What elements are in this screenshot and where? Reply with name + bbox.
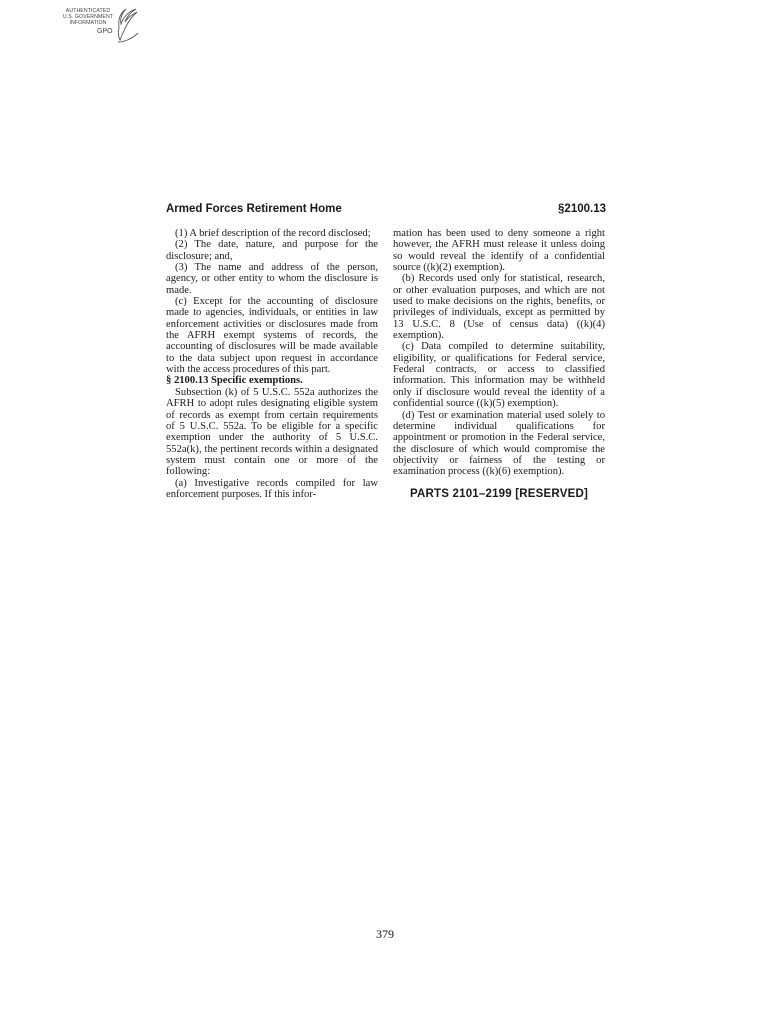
paragraph: Subsection (k) of 5 U.S.C. 552a authorizes the AFRH to adopt rules designating eligible system of records as exempt from certain requirements of 5 U.S.C. 552a. To be eligible for a specific exemption under the authority of 5 U.S.C. 552a(k), the pertinent records within a designated system must contain one or more of the following:	[166, 386, 378, 478]
paragraph: (c) Except for the accounting of disclosure made to agencies, individuals, or entities in law enforcement activities or disclosures made from the AFRH exempt systems of records, the accounting of disclosures will be made available to the data subject upon request in accordance with the access procedures of this part.	[166, 296, 378, 376]
gpo-mark: GPO	[97, 28, 113, 35]
left-column	[166, 228, 378, 500]
page-number: 379	[376, 927, 394, 941]
right-column	[393, 228, 605, 500]
seal-line-government: U.S. GOVERNMENT	[62, 14, 114, 20]
paragraph: mation has been used to deny someone a right however, the AFRH must release it unless doing so would reveal the identify of a confidential source ((k)(2) exemption).	[393, 228, 605, 274]
running-head-agency: Armed Forces Retirement Home	[166, 203, 342, 215]
paragraph: (c) Data compiled to determine suitability, eligibility, or qualifications for Federal service, Federal contracts, or access to classified information. This information may be withheld only if disclosure would reveal the identity of a confidential source ((k)(5) exemption).	[393, 341, 605, 410]
paragraph: (3) The name and address of the person, agency, or other entity to whom the disclosure is made.	[166, 262, 378, 296]
paragraph: (a) Investigative records compiled for law enforcement purposes. If this infor-	[166, 477, 378, 500]
paragraph: (1) A brief description of the record disclosed;	[175, 228, 371, 239]
gpo-seal-text	[58, 8, 118, 26]
paragraph: (b) Records used only for statistical, research, or other evaluation purposes, and which are not used to make decisions on the rights, benefits, or privileges of individuals, except as permitted by 13 U.S.C. 8 (Use of census data) ((k)(4) exemption).	[393, 273, 605, 342]
paragraph: (d) Test or examination material used solely to determine individual qualifications for appointment or promotion in the Federal service, the disclosure of which would compromise the objectivity or fairness of the testing or examination process ((k)(6) exemption).	[393, 409, 605, 478]
section-heading: § 2100.13 Specific exemptions.	[166, 375, 303, 387]
seal-line-authenticated: AUTHENTICATED	[65, 8, 111, 14]
running-head-section: §2100.13	[558, 203, 606, 215]
paragraph: (2) The date, nature, and purpose for the disclosure; and,	[166, 239, 378, 262]
seal-line-information: INFORMATION	[69, 20, 107, 26]
parts-reserved-heading: PARTS 2101–2199 [RESERVED]	[410, 487, 588, 500]
